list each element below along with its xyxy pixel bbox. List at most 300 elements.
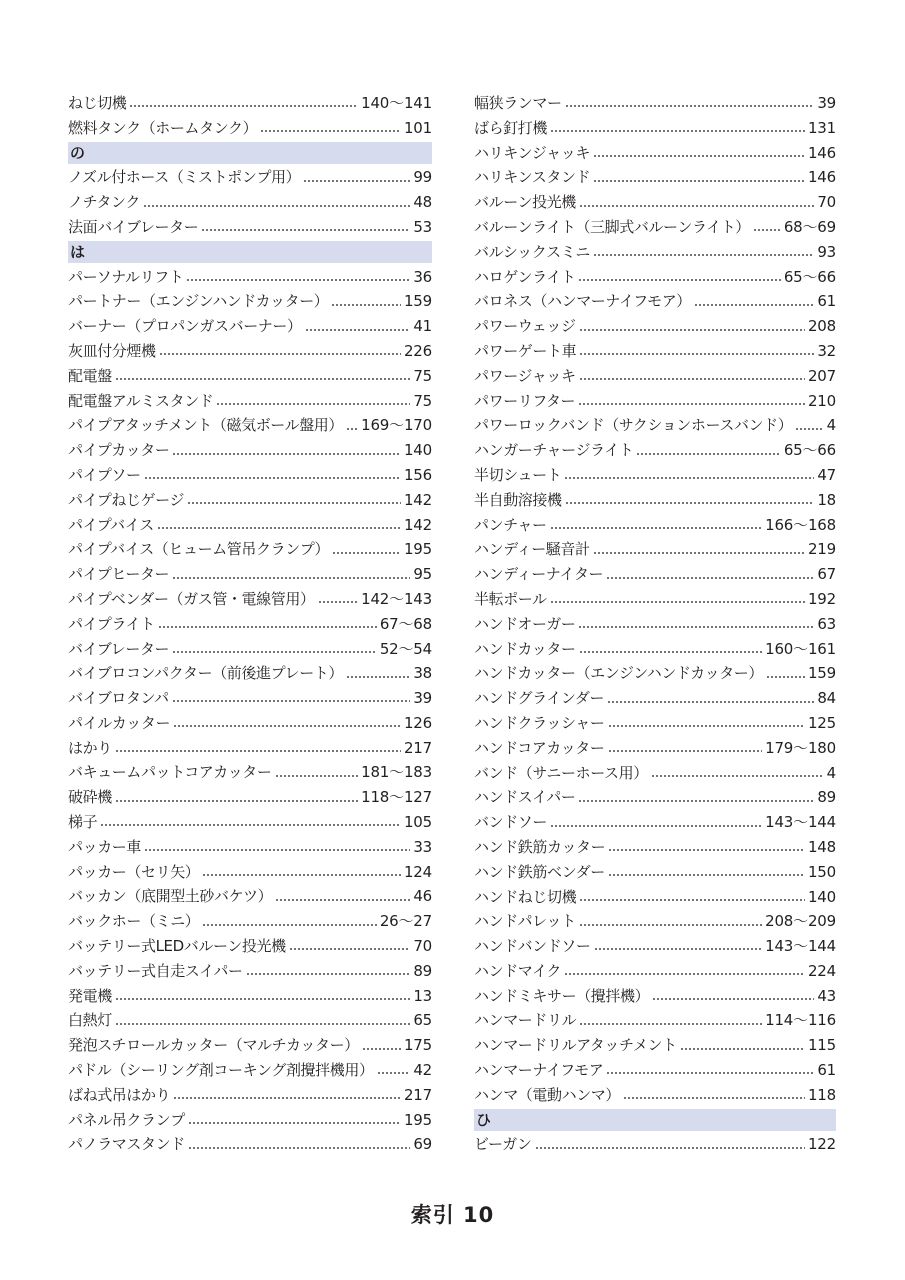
index-entry-term: ハンドクラッシャー bbox=[474, 713, 605, 732]
index-entry-page: 67 bbox=[817, 565, 836, 584]
dot-leader bbox=[608, 725, 805, 727]
dot-leader bbox=[346, 676, 410, 678]
index-entry bbox=[68, 587, 432, 612]
index-entry-term: バルーン投光機 bbox=[474, 193, 576, 212]
dot-leader bbox=[216, 403, 410, 405]
dot-leader bbox=[593, 155, 805, 157]
index-entry-term: ハリキンジャッキ bbox=[474, 143, 590, 162]
index-entry-term: バックホー（ミニ） bbox=[68, 912, 200, 931]
index-entry-term: バンドソー bbox=[474, 813, 548, 832]
dot-leader bbox=[115, 998, 411, 1000]
index-entry-term: バッカン（底開型土砂バケツ） bbox=[68, 887, 273, 906]
dot-leader bbox=[593, 254, 814, 256]
index-entry-page: 105 bbox=[403, 813, 432, 832]
index-entry-page: 156 bbox=[403, 465, 432, 484]
dot-leader bbox=[579, 378, 805, 380]
index-entry-term: ノチタンク bbox=[68, 193, 140, 212]
index-entry bbox=[474, 885, 836, 910]
dot-leader bbox=[579, 924, 762, 926]
dot-leader bbox=[565, 502, 815, 504]
index-entry-term: バッテリー式LEDバルーン投光機 bbox=[68, 937, 286, 956]
index-entry-term: 白熱灯 bbox=[68, 1011, 112, 1030]
index-entry-page: 75 bbox=[413, 366, 432, 385]
index-entry-term: ハンドオーガー bbox=[474, 614, 576, 633]
index-entry-page: 41 bbox=[413, 317, 432, 336]
index-entry bbox=[474, 1058, 836, 1083]
index-entry-page: 4 bbox=[826, 763, 836, 782]
dot-leader bbox=[593, 552, 805, 554]
index-entry-page: 195 bbox=[403, 1110, 432, 1129]
dot-leader bbox=[680, 1048, 805, 1050]
index-entry-term: ハロゲンライト bbox=[474, 267, 576, 286]
page-footer-label: 索引 10 bbox=[410, 1203, 495, 1227]
index-entry bbox=[474, 587, 836, 612]
dot-leader bbox=[608, 750, 763, 752]
index-entry-term: 法面バイブレーター bbox=[68, 217, 199, 236]
index-entry-term: パネル吊クランプ bbox=[68, 1110, 185, 1129]
index-entry-page: 142〜143 bbox=[361, 589, 432, 608]
index-entry bbox=[474, 240, 836, 265]
index-entry bbox=[474, 984, 836, 1009]
dot-leader bbox=[173, 1097, 401, 1099]
index-entry-term: ハンドミキサー（攪拌機） bbox=[474, 986, 650, 1005]
index-entry bbox=[68, 314, 432, 339]
dot-leader bbox=[608, 874, 805, 876]
index-entry bbox=[68, 934, 432, 959]
index-entry-term: ハンドバンドソー bbox=[474, 937, 591, 956]
index-entry bbox=[474, 190, 836, 215]
index-entry-page: 38 bbox=[413, 664, 432, 683]
index-entry-term: バルーンライト（三脚式バルーンライト） bbox=[474, 217, 750, 236]
index-entry bbox=[68, 438, 432, 463]
index-entry bbox=[68, 612, 432, 637]
dot-leader bbox=[115, 1023, 411, 1025]
index-entry bbox=[474, 1132, 836, 1157]
dot-leader bbox=[578, 626, 814, 628]
index-entry-page: 219 bbox=[807, 540, 836, 559]
dot-leader bbox=[172, 700, 411, 702]
index-entry bbox=[474, 1008, 836, 1033]
index-entry bbox=[474, 165, 836, 190]
dot-leader bbox=[377, 1072, 411, 1074]
dot-leader bbox=[157, 527, 401, 529]
index-entry-page: 208〜209 bbox=[765, 912, 836, 931]
index-entry-page: 124 bbox=[403, 862, 432, 881]
index-entry bbox=[68, 1008, 432, 1033]
index-entry-term: 幅狭ランマー bbox=[474, 94, 562, 112]
index-entry-page: 95 bbox=[413, 565, 432, 584]
index-entry-page: 61 bbox=[817, 1061, 836, 1080]
index-entry bbox=[68, 686, 432, 711]
index-entry bbox=[474, 562, 836, 587]
index-entry-page: 169〜170 bbox=[361, 416, 432, 435]
index-entry-term: パドル（シーリング剤コーキング剤攪拌機用） bbox=[68, 1061, 374, 1080]
dot-leader bbox=[766, 676, 805, 678]
dot-leader bbox=[202, 924, 376, 926]
index-entry bbox=[474, 835, 836, 860]
index-entry-page: 146 bbox=[807, 168, 836, 187]
dot-leader bbox=[332, 552, 401, 554]
dot-leader bbox=[186, 279, 410, 281]
index-entry bbox=[68, 91, 432, 116]
dot-leader bbox=[246, 973, 411, 975]
index-entry-page: 47 bbox=[817, 465, 836, 484]
index-entry-term: バンド（サニーホース用） bbox=[474, 763, 648, 782]
index-entry bbox=[68, 463, 432, 488]
index-entry bbox=[68, 785, 432, 810]
dot-leader bbox=[331, 304, 401, 306]
index-entry bbox=[68, 1033, 432, 1058]
dot-leader bbox=[579, 651, 763, 653]
index-entry bbox=[68, 265, 432, 290]
index-entry bbox=[474, 265, 836, 290]
index-entry-term: ハンマードリル bbox=[474, 1011, 577, 1030]
dot-leader bbox=[115, 378, 411, 380]
index-entry-term: パイプバイス bbox=[68, 515, 154, 534]
index-entry-page: 52〜54 bbox=[379, 639, 432, 658]
index-entry-page: 210 bbox=[807, 391, 836, 410]
index-entry-page: 226 bbox=[403, 341, 432, 360]
index-entry bbox=[474, 761, 836, 786]
index-entry-page: 159 bbox=[403, 292, 432, 311]
dot-leader bbox=[305, 329, 411, 331]
index-entry-page: 142 bbox=[403, 490, 432, 509]
index-entry-page: 115 bbox=[807, 1036, 836, 1055]
dot-leader bbox=[318, 601, 359, 603]
dot-leader bbox=[606, 1072, 814, 1074]
index-entry-page: 101 bbox=[403, 118, 432, 137]
index-entry-term: ハンドねじ切機 bbox=[474, 887, 577, 906]
index-entry-term: ハンディー騒音計 bbox=[474, 540, 590, 559]
index-entry bbox=[68, 562, 432, 587]
index-entry-term: 発電機 bbox=[68, 986, 112, 1005]
index-entry bbox=[474, 736, 836, 761]
index-entry bbox=[474, 810, 836, 835]
index-entry-page: 46 bbox=[413, 887, 432, 906]
index-entry-term: パイルカッター bbox=[68, 713, 171, 732]
index-entry bbox=[68, 289, 432, 314]
index-entry bbox=[68, 984, 432, 1009]
index-entry-page: 70 bbox=[413, 937, 432, 956]
index-entry-term: パーソナルリフト bbox=[68, 267, 184, 286]
dot-leader bbox=[275, 775, 359, 777]
dot-leader bbox=[346, 428, 358, 430]
index-entry-page: 63 bbox=[817, 614, 836, 633]
index-entry bbox=[68, 1132, 432, 1157]
index-entry-page: 179〜180 bbox=[765, 738, 836, 757]
index-entry bbox=[68, 760, 432, 785]
index-entry bbox=[474, 289, 836, 314]
dot-leader bbox=[260, 130, 401, 132]
index-entry-term: パワーウェッジ bbox=[474, 317, 576, 336]
index-entry-term: パートナー（エンジンハンドカッター） bbox=[68, 292, 329, 311]
dot-leader bbox=[362, 1048, 401, 1050]
index-entry-page: 39 bbox=[413, 689, 432, 708]
index-entry-page: 142 bbox=[403, 515, 432, 534]
index-entry-term: バルシックスミニ bbox=[474, 242, 590, 261]
index-entry-term: ハンドカッター bbox=[474, 639, 576, 658]
index-entry-page: 65〜66 bbox=[783, 441, 836, 460]
dot-leader bbox=[144, 849, 410, 851]
index-entry-page: 224 bbox=[807, 961, 836, 980]
index-entry-term: バキュームパットコアカッター bbox=[68, 763, 272, 782]
index-entry-term: ハンマーナイフモア bbox=[474, 1061, 604, 1080]
dot-leader bbox=[172, 453, 401, 455]
index-entry-term: パワージャッキ bbox=[474, 366, 576, 385]
index-entry bbox=[474, 1083, 836, 1108]
index-entry-term: パッカー車 bbox=[68, 837, 142, 856]
index-entry bbox=[474, 389, 836, 414]
dot-leader bbox=[289, 948, 411, 950]
index-entry-term: ハンドスイパー bbox=[474, 788, 576, 807]
index-entry-page: 159 bbox=[807, 664, 836, 683]
dot-leader bbox=[652, 998, 814, 1000]
index-entry-term: パワーロックバンド（サクションホースバンド） bbox=[474, 416, 793, 435]
index-entry-term: 配電盤 bbox=[68, 366, 112, 385]
index-entry-page: 26〜27 bbox=[379, 912, 432, 931]
dot-leader bbox=[158, 626, 377, 628]
index-entry-term: ハリキンスタンド bbox=[474, 168, 591, 187]
index-entry-page: 217 bbox=[403, 1085, 432, 1104]
index-entry bbox=[68, 1058, 432, 1083]
index-entry bbox=[68, 959, 432, 984]
index-entry bbox=[474, 909, 836, 934]
index-entry bbox=[474, 116, 836, 141]
index-entry-term: ハンマ（電動ハンマ） bbox=[474, 1085, 621, 1104]
index-entry bbox=[68, 488, 432, 513]
index-column-left bbox=[68, 91, 432, 1157]
index-entry-page: 18 bbox=[817, 490, 836, 509]
index-entry-term: バイブレーター bbox=[68, 639, 170, 658]
index-entry-page: 93 bbox=[817, 242, 836, 261]
dot-leader bbox=[187, 502, 401, 504]
dot-leader bbox=[607, 701, 814, 703]
index-entry-term: ハンド鉄筋ベンダー bbox=[474, 862, 605, 881]
index-entry bbox=[68, 389, 432, 414]
index-entry-page: 53 bbox=[413, 217, 432, 236]
dot-leader bbox=[188, 1122, 401, 1124]
index-entry bbox=[68, 165, 432, 190]
dot-leader bbox=[608, 849, 805, 851]
index-entry bbox=[68, 661, 432, 686]
index-entry bbox=[474, 513, 836, 538]
index-entry-term: 半切シュート bbox=[474, 465, 562, 484]
index-entry-page: 42 bbox=[413, 1061, 432, 1080]
dot-leader bbox=[550, 130, 805, 132]
dot-leader bbox=[564, 477, 814, 479]
index-entry-page: 33 bbox=[413, 837, 432, 856]
index-entry bbox=[474, 860, 836, 885]
dot-leader bbox=[578, 279, 780, 281]
dot-leader bbox=[578, 800, 814, 802]
index-entry-page: 122 bbox=[807, 1135, 836, 1154]
index-entry bbox=[474, 463, 836, 488]
dot-leader bbox=[303, 180, 410, 182]
dot-leader bbox=[564, 973, 805, 975]
index-entry-page: 143〜144 bbox=[765, 813, 836, 832]
index-entry bbox=[474, 141, 836, 166]
dot-leader bbox=[202, 874, 401, 876]
dot-leader bbox=[579, 899, 805, 901]
dot-leader bbox=[606, 577, 814, 579]
index-entry bbox=[68, 637, 432, 662]
index-entry-page: 32 bbox=[817, 341, 836, 360]
index-entry bbox=[68, 1108, 432, 1133]
index-entry-term: パイプソー bbox=[68, 465, 141, 484]
index-section-header: は bbox=[68, 241, 432, 263]
index-entry-term: パイプバイス（ヒューム管吊クランプ） bbox=[68, 540, 330, 559]
index-entry bbox=[474, 91, 836, 116]
index-entry-page: 143〜144 bbox=[765, 937, 836, 956]
index-entry-page: 166〜168 bbox=[765, 515, 836, 534]
index-entry-page: 140 bbox=[403, 441, 432, 460]
index-entry-page: 48 bbox=[413, 193, 432, 212]
index-entry bbox=[474, 537, 836, 562]
dot-leader bbox=[550, 601, 805, 603]
index-entry bbox=[474, 785, 836, 810]
dot-leader bbox=[159, 353, 401, 355]
index-entry-term: ばね式吊はかり bbox=[68, 1085, 171, 1104]
index-entry-term: ビーガン bbox=[474, 1135, 532, 1154]
dot-leader bbox=[565, 105, 815, 107]
dot-leader bbox=[144, 477, 401, 479]
index-entry-term: 半自動溶接機 bbox=[474, 490, 562, 509]
dot-leader bbox=[550, 527, 763, 529]
index-entry-page: 39 bbox=[817, 94, 836, 112]
index-entry bbox=[68, 513, 432, 538]
index-entry-term: ハンドマイク bbox=[474, 961, 562, 980]
dot-leader bbox=[115, 800, 358, 802]
index-entry bbox=[68, 736, 432, 761]
index-entry-page: 61 bbox=[817, 292, 836, 311]
index-entry-term: 燃料タンク（ホームタンク） bbox=[68, 118, 258, 137]
dot-leader bbox=[579, 329, 805, 331]
index-entry bbox=[68, 835, 432, 860]
dot-leader bbox=[753, 229, 781, 231]
index-entry-page: 68〜69 bbox=[783, 217, 836, 236]
dot-leader bbox=[636, 453, 780, 455]
index-section-header: ひ bbox=[474, 1109, 836, 1131]
dot-leader bbox=[593, 180, 805, 182]
index-entry-page: 150 bbox=[807, 862, 836, 881]
index-entry-term: パイプヒーター bbox=[68, 565, 170, 584]
index-entry-page: 175 bbox=[403, 1036, 432, 1055]
index-entry bbox=[474, 661, 836, 686]
index-entry-term: ノズル付ホース（ミストポンプ用） bbox=[68, 168, 301, 187]
index-entry-term: 灰皿付分煙機 bbox=[68, 341, 156, 360]
dot-leader bbox=[173, 725, 401, 727]
index-entry-term: ねじ切機 bbox=[68, 94, 127, 112]
dot-leader bbox=[129, 105, 358, 107]
index-entry bbox=[68, 339, 432, 364]
index-entry bbox=[474, 1033, 836, 1058]
index-entry-term: ハンマードリルアタッチメント bbox=[474, 1036, 677, 1055]
index-entry-page: 84 bbox=[817, 689, 836, 708]
index-entry-term: 配電盤アルミスタンド bbox=[68, 391, 214, 410]
dot-leader bbox=[623, 1097, 805, 1099]
index-entry-page: 181〜183 bbox=[361, 763, 432, 782]
index-entry bbox=[474, 959, 836, 984]
index-entry-page: 140〜141 bbox=[361, 94, 432, 112]
dot-leader bbox=[188, 1147, 411, 1149]
index-entry bbox=[68, 810, 432, 835]
index-entry-page: 195 bbox=[403, 540, 432, 559]
index-entry-term: パイプベンダー（ガス管・電線管用） bbox=[68, 589, 315, 608]
index-entry-term: パノラマスタンド bbox=[68, 1135, 185, 1154]
index-entry-term: ばら釘打機 bbox=[474, 118, 548, 137]
index-entry bbox=[68, 116, 432, 141]
index-entry-page: 89 bbox=[413, 961, 432, 980]
index-entry bbox=[474, 438, 836, 463]
index-entry-term: バイブロタンパ bbox=[68, 689, 169, 708]
dot-leader bbox=[201, 229, 410, 231]
index-entry-term: パワーリフター bbox=[474, 391, 576, 410]
index-entry-term: ハンドカッター（エンジンハンドカッター） bbox=[474, 664, 764, 683]
index-entry-page: 148 bbox=[807, 837, 836, 856]
index-entry bbox=[68, 537, 432, 562]
index-entry bbox=[474, 215, 836, 240]
dot-leader bbox=[172, 651, 377, 653]
index-entry bbox=[474, 488, 836, 513]
dot-leader bbox=[275, 899, 410, 901]
dot-leader bbox=[579, 353, 814, 355]
index-entry-term: パワーゲート車 bbox=[474, 341, 577, 360]
index-entry-page: 146 bbox=[807, 143, 836, 162]
dot-leader bbox=[578, 403, 805, 405]
index-entry-page: 70 bbox=[817, 193, 836, 212]
index-entry-page: 118〜127 bbox=[361, 788, 432, 807]
index-entry-page: 13 bbox=[413, 986, 432, 1005]
index-entry bbox=[68, 1083, 432, 1108]
index-entry-page: 89 bbox=[817, 788, 836, 807]
index-entry-page: 160〜161 bbox=[765, 639, 836, 658]
index-entry-page: 99 bbox=[413, 168, 432, 187]
dot-leader bbox=[594, 948, 763, 950]
dot-leader bbox=[651, 775, 824, 777]
index-entry-page: 4 bbox=[826, 416, 836, 435]
dot-leader bbox=[100, 824, 401, 826]
index-entry-page: 43 bbox=[817, 986, 836, 1005]
index-entry-page: 118 bbox=[807, 1085, 836, 1104]
index-entry bbox=[68, 711, 432, 736]
index-entry-term: バーナー（プロパンガスバーナー） bbox=[68, 317, 302, 336]
dot-leader bbox=[579, 205, 814, 207]
index-entry-term: バイブロコンパクター（前後進プレート） bbox=[68, 664, 344, 683]
index-entry-term: パンチャー bbox=[474, 515, 547, 534]
index-section-header: の bbox=[68, 142, 432, 164]
index-entry-term: パイプライト bbox=[68, 614, 155, 633]
index-entry bbox=[68, 860, 432, 885]
dot-leader bbox=[795, 428, 823, 430]
dot-leader bbox=[550, 825, 762, 827]
index-entry-term: パイプねじゲージ bbox=[68, 490, 185, 509]
index-entry-page: 65〜66 bbox=[783, 267, 836, 286]
index-entry-page: 131 bbox=[807, 118, 836, 137]
dot-leader bbox=[172, 577, 410, 579]
index-entry bbox=[68, 215, 432, 240]
index-entry-term: 梯子 bbox=[68, 813, 98, 832]
index-entry bbox=[474, 612, 836, 637]
index-entry bbox=[474, 413, 836, 438]
index-entry-term: パイプカッター bbox=[68, 441, 170, 460]
index-entry-page: 75 bbox=[413, 391, 432, 410]
index-entry-page: 126 bbox=[403, 713, 432, 732]
index-entry-page: 208 bbox=[807, 317, 836, 336]
index-entry-page: 67〜68 bbox=[379, 614, 432, 633]
index-entry-term: パッカー（セリ矢） bbox=[68, 862, 200, 881]
index-entry-page: 65 bbox=[413, 1011, 432, 1030]
index-entry-term: ハンドグラインダー bbox=[474, 689, 605, 708]
